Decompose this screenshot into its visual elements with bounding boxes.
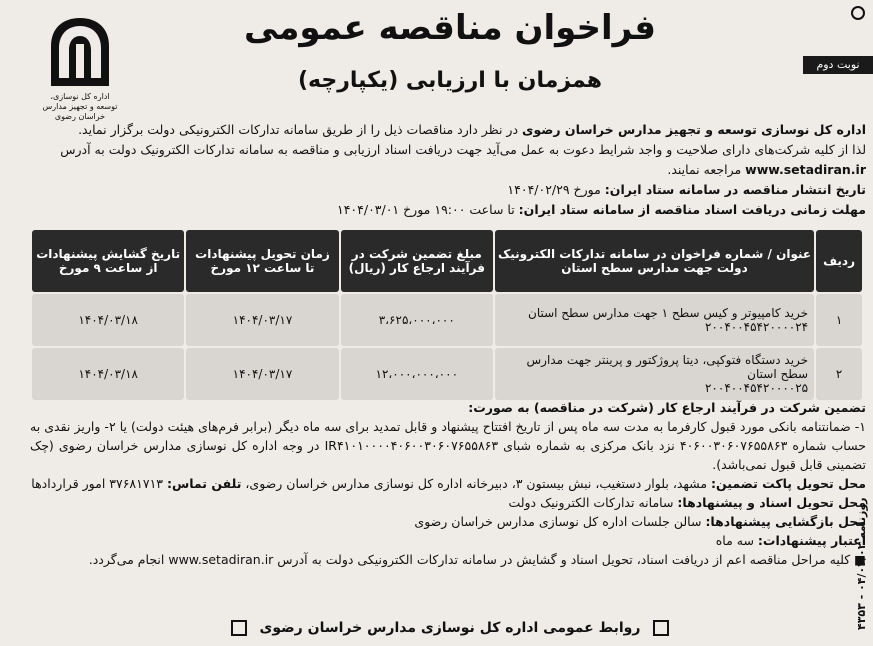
intro-line-3 xyxy=(30,160,866,180)
documents-location xyxy=(30,493,866,512)
round-badge: نوبت دوم xyxy=(803,56,873,74)
notice-title: فراخوان مناقصه عمومی xyxy=(243,8,657,48)
corner-dot-icon xyxy=(851,6,865,20)
document-deadline-label: مهلت زمانی دریافت اسناد مناقصه از سامانه ستاد ایران: xyxy=(518,202,866,217)
footer-text: روابط عمومی اداره کل نوسازی مدارس خراسان رضوی xyxy=(259,620,641,636)
delivery-location-label: محل تحویل پاکت تضمین: xyxy=(711,476,866,491)
delivery-date: ۱۴۰۴/۰۳/۱۷ xyxy=(186,348,338,400)
logo-caption: اداره کل نوسازی، توسعه و تجهیز مدارس خراسان رضوی xyxy=(42,92,118,121)
row-number: ۱ xyxy=(816,294,862,346)
phone-label: تلفن تماس: xyxy=(166,476,242,491)
opening-location-text: سالن جلسات اداره کل نوسازی مدارس خراسان رضوی xyxy=(414,514,706,529)
guarantee-heading: تضمین شرکت در فرآیند ارجاع کار (شرکت در مناقصه) به صورت: xyxy=(468,400,866,415)
table-row xyxy=(32,348,862,400)
opening-location xyxy=(30,512,866,531)
document-deadline xyxy=(30,200,866,220)
side-newspaper-date: روزنامه ۰۴/۰۳/۰۲ - ۴۳۵۳ xyxy=(855,497,868,630)
table-header-row xyxy=(32,230,862,292)
document-deadline-value: تا ساعت ۱۹:۰۰ مورخ ۱۴۰۴/۰۳/۰۱ xyxy=(337,202,519,217)
tender-title-cell xyxy=(495,294,814,346)
guarantee-text: ۱- ضمانتنامه بانکی مورد قبول کارفرما به مدت سه ماه پس از تاریخ افتتاح پیشنهاد و قابل تمدید برای سه ماه دیگر (برابر فرم‌های هیئت دولت) یا ۲- واریز نقدی به حساب شماره ۴۰۶۰۰۳۰۶۰۷۶۵۵۸۶۳ نزد بانک مرکزی به شماره شبای IR۴۱۰۱۰۰۰۰۴۰۶۰۰۳۰۶۰۷۶۵۵۸۶۳ در وجه اداره کل نوسازی مدارس خراسان رضوی (چک تضمینی قابل قبول نمی‌باشد). xyxy=(30,419,866,472)
intro-line-3-text: مراجعه نمایند. xyxy=(667,162,746,177)
tender-code: ۲۰۰۴۰۰۴۵۴۲۰۰۰۰۲۵ xyxy=(704,381,809,395)
organization-name: اداره کل نوسازی توسعه و تجهیز مدارس خراسان رضوی xyxy=(521,122,866,137)
guarantee-amount: ۱۲،۰۰۰،۰۰۰،۰۰۰ xyxy=(341,348,493,400)
tender-details xyxy=(30,398,866,569)
publish-date-value: مورخ ۱۴۰۴/۰۲/۲۹ xyxy=(507,182,605,197)
footer-square-icon xyxy=(231,620,247,636)
phone-text: ۳۷۶۸۱۷۱۳ امور قراردادها xyxy=(31,476,167,491)
website-link[interactable]: www.setadiran.ir xyxy=(745,162,866,177)
column-header-delivery: زمان تحویل پیشنهادات تا ساعت ۱۲ مورخ xyxy=(186,230,338,292)
opening-date: ۱۴۰۴/۰۳/۱۸ xyxy=(32,348,184,400)
intro-paragraph xyxy=(30,120,866,220)
intro-line-2-text: لذا از کلیه شرکت‌های دارای صلاحیت و واجد شرایط دعوت به عمل می‌آید جهت دریافت اسناد ارزیابی و مناقصه به سامانه تدارکات الکترونیک دولت به آدرس xyxy=(60,142,866,157)
organization-logo xyxy=(40,16,120,121)
documents-location-label: محل تحویل اسناد و پیشنهادها: xyxy=(677,495,866,510)
opening-date: ۱۴۰۴/۰۳/۱۸ xyxy=(32,294,184,346)
column-header-row-number: ردیف xyxy=(816,230,862,292)
side-strip xyxy=(851,330,871,630)
notice-subtitle: همزمان با ارزیابی (یکپارچه) xyxy=(297,68,603,93)
table-row xyxy=(32,294,862,346)
row-number: ۲ xyxy=(816,348,862,400)
column-header-guarantee: مبلغ تضمین شرکت در فرآیند ارجاع کار (ریال) xyxy=(341,230,493,292)
tender-code: ۲۰۰۴۰۰۴۵۴۲۰۰۰۰۲۴ xyxy=(704,320,809,334)
guarantee-amount: ۳،۶۲۵،۰۰۰،۰۰۰ xyxy=(341,294,493,346)
delivery-date: ۱۴۰۴/۰۳/۱۷ xyxy=(186,294,338,346)
tender-table xyxy=(30,228,864,402)
publish-date-label: تاریخ انتشار مناقصه در سامانه ستاد ایران: xyxy=(604,182,866,197)
tender-title: خرید دستگاه فتوکپی، دیتا پروژکتور و پرینتر جهت مدارس سطح استان xyxy=(526,353,809,381)
validity xyxy=(30,531,866,550)
tender-title: خرید کامپیوتر و کیس سطح ۱ جهت مدارس سطح استان xyxy=(528,306,809,320)
intro-line-1 xyxy=(30,120,866,140)
footer-square-icon xyxy=(653,620,669,636)
validity-label: اعتبار پیشنهادات: xyxy=(757,533,866,548)
publish-date xyxy=(30,180,866,200)
tender-title-cell xyxy=(495,348,814,400)
column-header-title: عنوان / شماره فراخوان در سامانه تدارکات الکترونیک دولت جهت مدارس سطح استان xyxy=(495,230,814,292)
opening-location-label: محل بازگشایی پیشنهادها: xyxy=(705,514,866,529)
intro-line-1-text: در نظر دارد مناقصات ذیل را از طریق سامانه تدارکات الکترونیکی دولت برگزار نماید. xyxy=(78,122,522,137)
process-note: ■ کلیه مراحل مناقصه اعم از دریافت اسناد، تحویل اسناد و گشایش در سامانه تدارکات الکترونیکی دولت به آدرس www.setadiran.ir انجام می‌گردد. xyxy=(88,552,866,567)
school-renovation-logo-icon xyxy=(45,16,115,88)
validity-text: سه ماه xyxy=(715,533,758,548)
delivery-location xyxy=(30,474,866,493)
intro-line-2 xyxy=(30,140,866,160)
column-header-opening: تاریخ گشایش پیشنهادات از ساعت ۹ مورخ xyxy=(32,230,184,292)
delivery-location-text: مشهد، بلوار دستغیب، نبش بیستون ۳، دبیرخانه اداره کل نوسازی مدارس خراسان رضوی، xyxy=(241,476,712,491)
public-relations-footer xyxy=(60,620,840,644)
documents-location-text: سامانه تدارکات الکترونیک دولت xyxy=(508,495,678,510)
